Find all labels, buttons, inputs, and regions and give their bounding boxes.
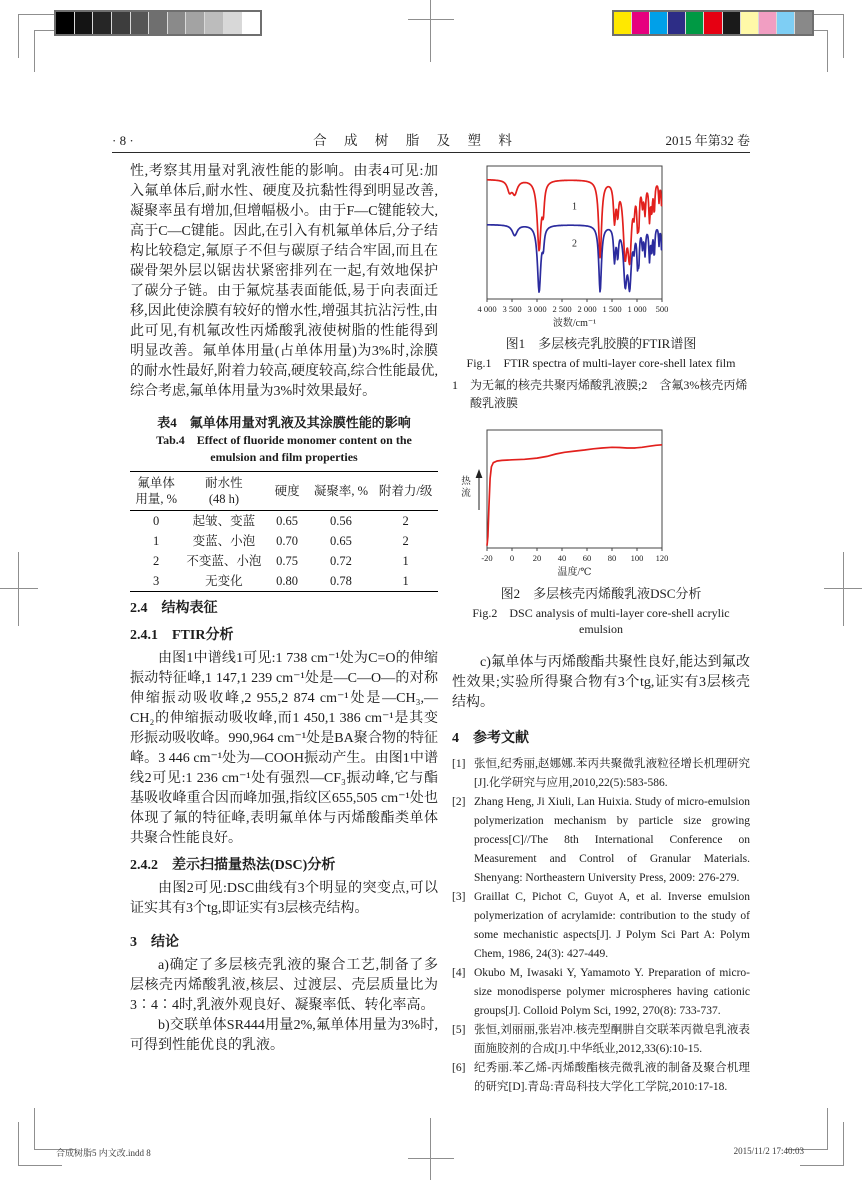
- figure1-note: 1 为无氟的核壳共聚丙烯酸乳液膜;2 含氟3%核壳丙烯酸乳液膜: [452, 378, 748, 410]
- figure-1: [452, 164, 750, 412]
- section-2-4-1-heading: 2.4.1 FTIR分析: [130, 628, 234, 643]
- journal-title: 合 成 树 脂 及 塑 料: [313, 133, 519, 148]
- table4: [130, 471, 438, 592]
- svg-text:2: 2: [572, 238, 577, 250]
- section-3-heading: 3 结论: [130, 935, 179, 950]
- color-swatch: [131, 12, 150, 34]
- section-2-4-2-heading: 2.4.2 差示扫描量热法(DSC)分析: [130, 858, 336, 873]
- color-swatch: [723, 12, 741, 34]
- color-swatch: [112, 12, 131, 34]
- svg-text:-20: -20: [481, 553, 493, 563]
- page-number: · 8 ·: [112, 133, 134, 148]
- color-swatch: [777, 12, 795, 34]
- reference-list: [452, 755, 750, 1097]
- ftir-paragraph: 由图1中谱线1可见:1 738 cm⁻¹处为C=O的伸缩振动特征峰,1 147,1 239 cm⁻¹处是—C—O—的对称伸缩振动吸收峰,2 955,2 874 cm⁻¹处是—CH₃,—CH₂的伸缩振动吸收峰,而1 450,1 386 cm⁻¹是其变形振动吸收峰。990,964 cm⁻¹处是BA聚合物的特征峰。3 446 cm⁻¹处为—COOH振动产生。由图1中谱线2可见:1 236 cm⁻¹处有强烈—CF₃振动峰,它与酯基吸收峰重合因而峰加强,指纹区655,505 cm⁻¹处也体现了氟的特征峰,表明氟单体与丙烯酸酯类单体共聚合性能良好。: [130, 651, 438, 846]
- color-swatch: [741, 12, 759, 34]
- reference-item: [4] Okubo M, Iwasaki Y, Yamamoto Y. Preparation of micro-size monodisperse polymer microspheres having cationic groups[J]. Colloid Polym Sci, 1992, 270(8): 733-737.: [452, 967, 750, 1017]
- svg-text:1: 1: [572, 201, 577, 213]
- svg-text:4 000: 4 000: [477, 304, 497, 314]
- color-swatch: [759, 12, 777, 34]
- svg-text:100: 100: [630, 553, 644, 563]
- grayscale-bar: [54, 10, 262, 36]
- color-swatch: [186, 12, 205, 34]
- svg-text:1 000: 1 000: [627, 304, 647, 314]
- table4-header: [130, 472, 438, 511]
- figure-2: [452, 428, 750, 637]
- color-swatch: [56, 12, 75, 34]
- svg-text:120: 120: [655, 553, 669, 563]
- col-header: 凝聚率, %: [313, 484, 369, 498]
- svg-text:20: 20: [532, 553, 542, 563]
- left-column: [130, 162, 438, 1056]
- svg-text:2 000: 2 000: [577, 304, 597, 314]
- reference-item: [1] 张恒,纪秀丽,赵娜娜.苯丙共聚微乳液粒径增长机理研究[J].化学研究与应用,2010,22(5):583-586.: [452, 758, 750, 789]
- col-header: 氟单体 用量, %: [135, 476, 178, 506]
- references-heading: 4 参考文献: [452, 731, 529, 746]
- svg-text:80: 80: [607, 553, 617, 563]
- color-swatch: [242, 12, 260, 34]
- section-2-4-heading: 2.4 结构表征: [130, 601, 218, 616]
- color-swatch: [668, 12, 686, 34]
- color-swatch: [149, 12, 168, 34]
- table4-title-cn: 表4 氟单体用量对乳液及其涂膜性能的影响: [157, 415, 411, 430]
- svg-text:2 500: 2 500: [552, 304, 572, 314]
- col-header: 耐水性 (48 h): [205, 476, 243, 506]
- table4-body: [130, 511, 438, 592]
- body-paragraph: 性,考察其用量对乳液性能的影响。由表4可见:加入氟单体后,耐水性、硬度及抗黏性得到明显改善,凝聚率虽有增加,但增幅极小。由于F—C键能较大,高于C—C键能。因此,在引入有机氟单体后,分子结构比较稳定,氟原子不但与碳原子结合牢固,而且在碳骨架外层以锯齿状紧密排列在一起,有效地保护了碳分子链。由于氟烷基表面能低,易于向表面迁移,因此使涂膜有较好的憎水性,增强其抗沾污性,由此可见,有机氟改性丙烯酸乳液使树脂的性能得到明显改善。氟单体用量(占单体用量)为3%时,涂膜的耐水性最好,附着力较高,硬度较高,综合性能最优,综合考虑,氟单体用量为3%时效果最好。: [130, 164, 438, 399]
- color-swatch: [614, 12, 632, 34]
- page-header: [112, 128, 750, 153]
- svg-text:流: 流: [461, 489, 471, 499]
- color-bar: [612, 10, 814, 36]
- svg-text:热: 热: [461, 477, 471, 487]
- table-row: 1 变蓝、小泡 0.70 0.65 2: [153, 534, 409, 548]
- dsc-chart: [452, 428, 750, 580]
- reference-item: [2] Zhang Heng, Ji Xiuli, Lan Huixia. Study of micro-emulsion polymerization mechanism by particle size growing process[C]//The 8th International Conference on Measurement and Control of Granular Materials. Shenyang: Northeastern University Press, 2009: 276-279.: [452, 796, 750, 884]
- color-swatch: [168, 12, 187, 34]
- color-swatch: [224, 12, 243, 34]
- svg-text:3 500: 3 500: [502, 304, 522, 314]
- color-swatch: [795, 12, 812, 34]
- color-swatch: [93, 12, 112, 34]
- svg-text:60: 60: [582, 553, 592, 563]
- col-header: 硬度: [274, 484, 300, 498]
- color-swatch: [75, 12, 94, 34]
- color-swatch: [632, 12, 650, 34]
- figure2-caption-en: Fig.2 DSC analysis of multi-layer core-shell acrylic emulsion: [472, 606, 730, 636]
- svg-text:0: 0: [509, 553, 515, 563]
- svg-text:40: 40: [557, 553, 567, 563]
- conclusion-c: c)氟单体与丙烯酸酯共聚性良好,能达到氟改性效果;实验所得聚合物有3个tg,证实有3层核壳结构。: [452, 655, 750, 710]
- color-swatch: [686, 12, 704, 34]
- right-column: [452, 162, 750, 1097]
- table4-block: [130, 414, 438, 592]
- reference-item: [3] Graillat C, Pichot C, Guyot A, et al. Inverse emulsion polymerization of acrylamide: contribution to the study of some mechanistic aspects[J]. J Polym Sci Part A: Polym Chem, 1986, 24(3): 427-449.: [452, 891, 750, 960]
- reference-item: [6] 纪秀丽.苯乙烯-丙烯酸酯核壳微乳液的制备及聚合机理的研究[D].青岛:青岛科技大学化工学院,2010:17-18.: [452, 1062, 750, 1093]
- footer-file-info: 合成树脂5 内文改.indd 8: [56, 1148, 151, 1158]
- dsc-paragraph: 由图2可见:DSC曲线有3个明显的突变点,可以证实其有3个tg,即证实有3层核壳结构。: [130, 881, 438, 916]
- color-swatch: [650, 12, 668, 34]
- svg-text:1 500: 1 500: [602, 304, 622, 314]
- footer-timestamp: 2015/11/2 17:40:03: [733, 1146, 804, 1156]
- svg-text:3 000: 3 000: [527, 304, 547, 314]
- col-header: 附着力/级: [378, 484, 433, 498]
- svg-text:500: 500: [655, 304, 669, 314]
- issue-info: 2015 年第32 卷: [665, 133, 750, 148]
- conclusion-b: b)交联单体SR444用量2%,氟单体用量为3%时,可得到性能优良的乳液。: [130, 1018, 438, 1053]
- figure2-caption-cn: 图2 多层核壳丙烯酸乳液DSC分析: [500, 586, 702, 601]
- table4-title-en2: emulsion and film properties: [210, 450, 358, 464]
- table4-title-en1: Tab.4 Effect of fluoride monomer content on the: [156, 433, 412, 447]
- table-row: 3 无变化 0.80 0.78 1: [153, 574, 409, 588]
- conclusion-a: a)确定了多层核壳乳液的聚合工艺,制备了多层核壳丙烯酸乳液,核层、过渡层、壳层质量比为3∶4∶4时,乳液外观良好、凝聚率低、转化率高。: [130, 958, 438, 1013]
- ftir-chart: [452, 164, 750, 330]
- svg-text:波数/cm⁻¹: 波数/cm⁻¹: [552, 318, 597, 329]
- color-swatch: [704, 12, 722, 34]
- svg-text:温度/℃: 温度/℃: [557, 567, 592, 578]
- table-row: 0 起皱、变蓝 0.65 0.56 2: [153, 514, 409, 528]
- reference-item: [5] 张恒,刘丽丽,张岩冲.核壳型酮肼自交联苯丙微皂乳液表面施胶剂的合成[J].中华纸业,2012,33(6):10-15.: [452, 1024, 750, 1055]
- figure1-caption-cn: 图1 多层核壳乳胶膜的FTIR谱图: [505, 336, 697, 351]
- color-swatch: [205, 12, 224, 34]
- figure1-caption-en: Fig.1 FTIR spectra of multi-layer core-shell latex film: [466, 356, 736, 370]
- table-row: 2 不变蓝、小泡 0.75 0.72 1: [153, 554, 409, 568]
